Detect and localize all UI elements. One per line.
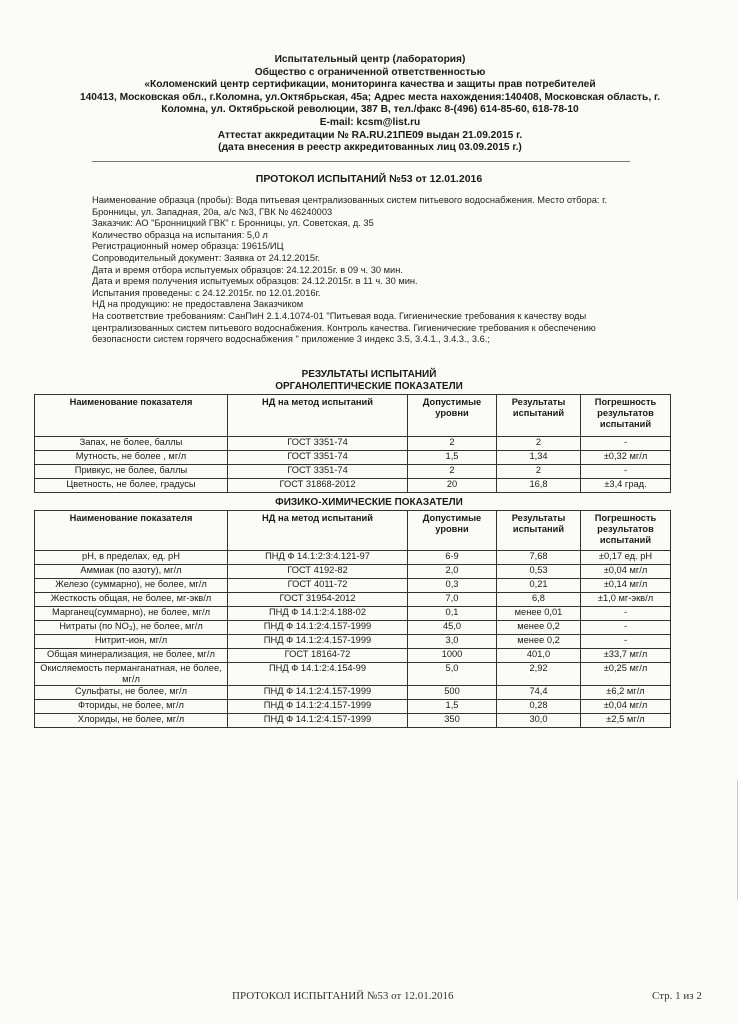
col-header: Допустимые уровни — [408, 511, 497, 551]
header-line: (дата внесения в реестр аккредитованных лиц 03.09.2015 г.) — [218, 142, 522, 154]
table-cell: 1,5 — [408, 700, 497, 714]
table-cell: рН, в пределах, ед. рН — [35, 551, 228, 565]
table-header-row — [35, 395, 671, 437]
table-header-row — [35, 511, 671, 551]
organoleptic-rows — [35, 437, 671, 493]
col-header: НД на метод испытаний — [228, 395, 408, 437]
table-cell: Марганец(суммарно), не более, мг/л — [35, 607, 228, 621]
table-cell: - — [581, 465, 671, 479]
info-line: Наименование образца (пробы): Вода питьевая централизованных систем питьевого водоснабжения. Место отбора: г. Бронницы, ул. Западная, 20а, а/с №3, ГВК № 46240003 — [92, 195, 607, 217]
table-row — [35, 593, 671, 607]
table-cell: ±0,14 мг/л — [581, 579, 671, 593]
table-cell: ПНД Ф 14.1:2:3:4.121-97 — [228, 551, 408, 565]
table-cell: 2 — [408, 437, 497, 451]
table-cell: 2 — [497, 437, 581, 451]
table-cell: 2 — [408, 465, 497, 479]
table-cell: 7,68 — [497, 551, 581, 565]
table-cell: - — [581, 635, 671, 649]
info-line: Регистрационный номер образца: 19615/ИЦ — [92, 241, 284, 252]
table-row — [35, 686, 671, 700]
table-cell: 0,28 — [497, 700, 581, 714]
info-line: Количество образца на испытания: 5,0 л — [92, 229, 268, 240]
page-number: Стр. 1 из 2 — [652, 990, 702, 1002]
table-cell: 16,8 — [497, 479, 581, 493]
table-cell: ПНД Ф 14.1:2:4.157-1999 — [228, 621, 408, 635]
info-line: Сопроводительный документ: Заявка от 24.12.2015г. — [92, 252, 320, 263]
table-cell: 0,21 — [497, 579, 581, 593]
table-row — [35, 565, 671, 579]
table-cell: Сульфаты, не более, мг/л — [35, 686, 228, 700]
header-line: Коломна, ул. Октябрьской революции, 387 В, тел./факс 8-(496) 614-85-60, 618-78-10 — [161, 104, 579, 116]
header-divider — [92, 161, 630, 162]
table-cell: 0,3 — [408, 579, 497, 593]
table-cell: ПНД Ф 14.1:2:4.157-1999 — [228, 686, 408, 700]
table-cell: ГОСТ 31954-2012 — [228, 593, 408, 607]
table-cell: ПНД Ф 14.1:2:4.154-99 — [228, 663, 408, 686]
table-cell: 2,92 — [497, 663, 581, 686]
table-cell: менее 0,01 — [497, 607, 581, 621]
table-cell: ГОСТ 18164-72 — [228, 649, 408, 663]
table-row — [35, 714, 671, 728]
table-cell: ГОСТ 31868-2012 — [228, 479, 408, 493]
col-header: Результаты испытаний — [497, 395, 581, 437]
table-row — [35, 607, 671, 621]
table-row — [35, 700, 671, 714]
table-cell: 350 — [408, 714, 497, 728]
table-cell: 0,1 — [408, 607, 497, 621]
header-line: Испытательный центр (лаборатория) — [274, 54, 466, 65]
table-cell: 45,0 — [408, 621, 497, 635]
physchem-rows — [35, 551, 671, 728]
table-cell: Железо (суммарно), не более, мг/л — [35, 579, 228, 593]
table-row — [35, 551, 671, 565]
protocol-title: ПРОТОКОЛ ИСПЫТАНИЙ №53 от 12.01.2016 — [255, 173, 483, 185]
table-cell: менее 0,2 — [497, 621, 581, 635]
table-cell: Хлориды, не более, мг/л — [35, 714, 228, 728]
col-header: Наименование показателя — [35, 395, 228, 437]
info-line: Дата и время отбора испытуемых образцов: 24.12.2015г. в 09 ч. 30 мин. — [92, 264, 403, 275]
results-title: РЕЗУЛЬТАТЫ ИСПЫТАНИЙ — [301, 369, 437, 380]
col-header: Наименование показателя — [35, 511, 228, 551]
table-cell: Аммиак (по азоту), мг/л — [35, 565, 228, 579]
table-cell: Общая минерализация, не более, мг/л — [35, 649, 228, 663]
sample-info — [92, 195, 640, 346]
table-cell: Нитрит-ион, мг/л — [35, 635, 228, 649]
info-line: На соответствие требованиям: СанПиН 2.1.4.1074-01 "Питьевая вода. Гигиенические требования к качеству воды централизованных систем питьевого водоснабжения. Контроль качества. Гигиенические требования к обеспечению безопасности систем горячего водоснабжения " приложение 3 индекс 3.5, 3.4.1., 3.4.3., 3.6.; — [92, 310, 596, 345]
table-cell: ГОСТ 4011-72 — [228, 579, 408, 593]
col-header: Погрешность результатов испытаний — [581, 511, 671, 551]
table-cell: Привкус, не более, баллы — [35, 465, 228, 479]
table-cell: Окисляемость перманганатная, не более, мг/л — [35, 663, 228, 686]
table-cell: Жесткость общая, не более, мг-экв/л — [35, 593, 228, 607]
organoleptic-table — [34, 394, 671, 493]
table-cell: 20 — [408, 479, 497, 493]
table-cell: 2,0 — [408, 565, 497, 579]
table-cell: ПНД Ф 14.1:2:4.157-1999 — [228, 700, 408, 714]
table-cell: ±0,04 мг/л — [581, 700, 671, 714]
lab-header — [40, 54, 700, 155]
table-cell: ±3,4 град. — [581, 479, 671, 493]
table-cell: 1,34 — [497, 451, 581, 465]
table-cell: ГОСТ 3351-74 — [228, 465, 408, 479]
table-row — [35, 621, 671, 635]
table-cell: 1000 — [408, 649, 497, 663]
col-header: НД на метод испытаний — [228, 511, 408, 551]
header-line: «Коломенский центр сертификации, мониторинга качества и защиты прав потребителей — [144, 79, 596, 91]
table-cell: ГОСТ 4192-82 — [228, 565, 408, 579]
table-cell: Цветность, не более, градусы — [35, 479, 228, 493]
table-cell: 6,8 — [497, 593, 581, 607]
info-line: Испытания проведены: с 24.12.2015г. по 12.01.2016г. — [92, 287, 321, 298]
table-cell: ГОСТ 3351-74 — [228, 451, 408, 465]
table-cell: ±0,25 мг/л — [581, 663, 671, 686]
table-cell: ±0,17 ед. рН — [581, 551, 671, 565]
table-cell: ±0,32 мг/л — [581, 451, 671, 465]
table-row — [35, 479, 671, 493]
table-cell: 1,5 — [408, 451, 497, 465]
table-cell: 0,53 — [497, 565, 581, 579]
table-cell: 5,0 — [408, 663, 497, 686]
table-cell: Мутность, не более , мг/л — [35, 451, 228, 465]
table-cell: ±1,0 мг-экв/л — [581, 593, 671, 607]
physchem-table — [34, 510, 671, 728]
table-cell: 2 — [497, 465, 581, 479]
table-row — [35, 649, 671, 663]
table-row — [35, 663, 671, 686]
table-row — [35, 579, 671, 593]
info-line: Заказчик: АО "Бронницкий ГВК" г. Бронницы, ул. Советская, д. 35 — [92, 218, 374, 229]
table-cell: - — [581, 437, 671, 451]
info-line: НД на продукцию: не предоставлена Заказчиком — [92, 299, 304, 310]
table-cell: ±6,2 мг/л — [581, 686, 671, 700]
footer-protocol: ПРОТОКОЛ ИСПЫТАНИЙ №53 от 12.01.2016 — [232, 990, 454, 1002]
table-cell: ГОСТ 3351-74 — [228, 437, 408, 451]
col-header: Погрешность результатов испытаний — [581, 395, 671, 437]
header-line: 140413, Московская обл., г.Коломна, ул.Октябрьская, 45а; Адрес места нахождения:140408, Московская область, г. — [79, 91, 661, 103]
table-cell: - — [581, 621, 671, 635]
header-line: Аттестат аккредитации № RA.RU.21ПЕ09 выдан 21.09.2015 г. — [217, 129, 523, 141]
header-line: E-mail: kcsm@list.ru — [319, 116, 421, 128]
organoleptic-title: ОРГАНОЛЕПТИЧЕСКИЕ ПОКАЗАТЕЛИ — [275, 381, 463, 392]
table-cell: ±2,5 мг/л — [581, 714, 671, 728]
header-line: Общество с ограниченной ответственностью — [254, 66, 486, 78]
table-cell: Нитраты (по NO₃), не более, мг/л — [35, 621, 228, 635]
table-cell: ПНД Ф 14.1:2:4.188-02 — [228, 607, 408, 621]
table-cell: - — [581, 607, 671, 621]
info-line: Дата и время получения испытуемых образцов: 24.12.2015г. в 11 ч. 30 мин. — [92, 276, 418, 287]
table-cell: ПНД Ф 14.1:2:4.157-1999 — [228, 635, 408, 649]
table-cell: 74,4 — [497, 686, 581, 700]
physchem-title: ФИЗИКО-ХИМИЧЕСКИЕ ПОКАЗАТЕЛИ — [275, 497, 463, 508]
table-cell: 500 — [408, 686, 497, 700]
table-cell: 401,0 — [497, 649, 581, 663]
col-header: Результаты испытаний — [497, 511, 581, 551]
table-cell: ПНД Ф 14.1:2:4.157-1999 — [228, 714, 408, 728]
table-cell: ±33,7 мг/л — [581, 649, 671, 663]
col-header: Допустимые уровни — [408, 395, 497, 437]
table-cell: Фториды, не более, мг/л — [35, 700, 228, 714]
table-cell: 3,0 — [408, 635, 497, 649]
table-cell: 7,0 — [408, 593, 497, 607]
table-cell: 30,0 — [497, 714, 581, 728]
table-cell: Запах, не более, баллы — [35, 437, 228, 451]
table-cell: ±0,04 мг/л — [581, 565, 671, 579]
table-row — [35, 451, 671, 465]
table-cell: 6-9 — [408, 551, 497, 565]
table-cell: менее 0,2 — [497, 635, 581, 649]
table-row — [35, 437, 671, 451]
table-row — [35, 465, 671, 479]
table-row — [35, 635, 671, 649]
